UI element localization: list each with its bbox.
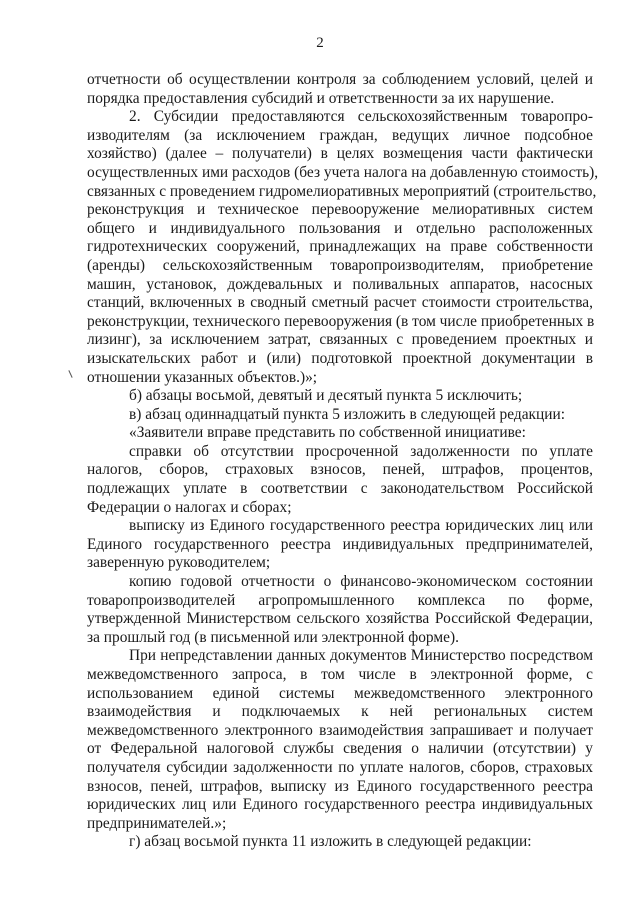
page-number: 2: [316, 35, 324, 51]
text-line: подлежащих уплате в соответствии с законодательством Российской: [87, 480, 593, 498]
text-line: реконструкция и техническое перевооружение мелиоративных систем: [87, 201, 593, 219]
text-line: межведомственного запроса, в том числе в электронной форме, с: [87, 666, 593, 683]
document-body: [87, 71, 599, 852]
text-line: использованием единой системы межведомственного электронного: [87, 684, 593, 702]
text-line: Единого государственного реестра индивидуальных предпринимателей,: [87, 535, 593, 553]
text-line: б) абзацы восьмой, девятый и десятый пункта 5 исключить;: [129, 387, 523, 405]
text-line: справки об отсутствии просроченной задолженности по уплате: [129, 442, 593, 460]
text-line: станций, включенных в сводный сметный расчет стоимости строительства,: [87, 294, 593, 312]
text-line: хозяйство) (далее – получатели) в целях возмещения части фактически: [87, 145, 593, 163]
margin-mark: [68, 370, 72, 378]
text-line: изыскательских работ и (или) подготовкой проектной документации в: [87, 349, 593, 367]
text-line: изводителям (за исключением граждан, ведущих личное подсобное: [87, 126, 593, 144]
text-line: от Федеральной налоговой службы сведения о наличии (отсутствии) у: [87, 740, 593, 758]
text-line: утвержденной Министерством сельского хозяйства Российской Федерации,: [87, 610, 593, 628]
text-line: При непредставлении данных документов Министерство посредством: [129, 647, 593, 665]
text-line: отчетности об осуществлении контроля за соблюдением условий, целей и: [87, 71, 593, 88]
text-line: «Заявители вправе представить по собственной инициативе:: [129, 424, 526, 442]
text-line: г) абзац восьмой пункта 11 изложить в следующей редакции:: [129, 833, 532, 851]
text-line: взносов, пеней, штрафов, выписку из Единого государственного реестра: [87, 777, 593, 795]
text-line: взаимодействия и подключаемых к ней региональных систем: [87, 703, 593, 721]
text-line: выписку из Единого государственного реестра юридических лиц или: [129, 517, 593, 535]
text-line: межведомственного электронного взаимодействия запрашивает и получает: [87, 721, 593, 739]
text-line: за прошлый год (в письменной или электронной форме).: [87, 628, 459, 646]
text-line: порядка предоставления субсидий и ответственности за их нарушение.: [87, 89, 555, 107]
text-line: отношении указанных объектов.)»;: [87, 368, 318, 386]
text-line: получателя субсидии задолженности по уплате налогов, сборов, страховых: [87, 758, 593, 776]
text-line: в) абзац одиннадцатый пункта 5 изложить в следующей редакции:: [129, 405, 566, 423]
text-line: 2. Субсидии предоставляются сельскохозяйственным товаропро-: [129, 108, 593, 126]
text-line: копию годовой отчетности о финансово-экономическом состоянии: [129, 573, 593, 591]
text-line: заверенную руководителем;: [87, 554, 271, 572]
text-line: осуществленных ими расходов (без учета налога на добавленную стоимость),: [87, 163, 599, 181]
text-line: машин, установок, дождевальных и поливальных аппаратов, насосных: [87, 275, 593, 293]
text-line: связанных с проведением гидромелиоративных мероприятий (строительство,: [87, 182, 597, 200]
text-line: (аренды) сельскохозяйственным товаропроизводителям, приобретение: [87, 256, 593, 274]
text-line: юридических лиц или Единого государственного реестра индивидуальных: [87, 796, 593, 814]
text-line: Федерации о налогах и сборах;: [87, 498, 292, 516]
text-line: гидротехнических сооружений, принадлежащих на праве собственности: [87, 238, 593, 256]
text-line: лизинг), за исключением затрат, связанных с проведением проектных и: [87, 331, 593, 349]
text-line: товаропроизводителей агропромышленного комплекса по форме,: [87, 591, 593, 609]
text-line: общего и индивидуального пользования и отдельно расположенных: [87, 219, 593, 237]
text-line: предпринимателей.»;: [87, 814, 227, 832]
text-line: реконструкции, технического перевооружения (в том числе приобретенных в: [87, 312, 595, 330]
text-line: налогов, сборов, страховых взносов, пеней, штрафов, процентов,: [87, 461, 593, 479]
